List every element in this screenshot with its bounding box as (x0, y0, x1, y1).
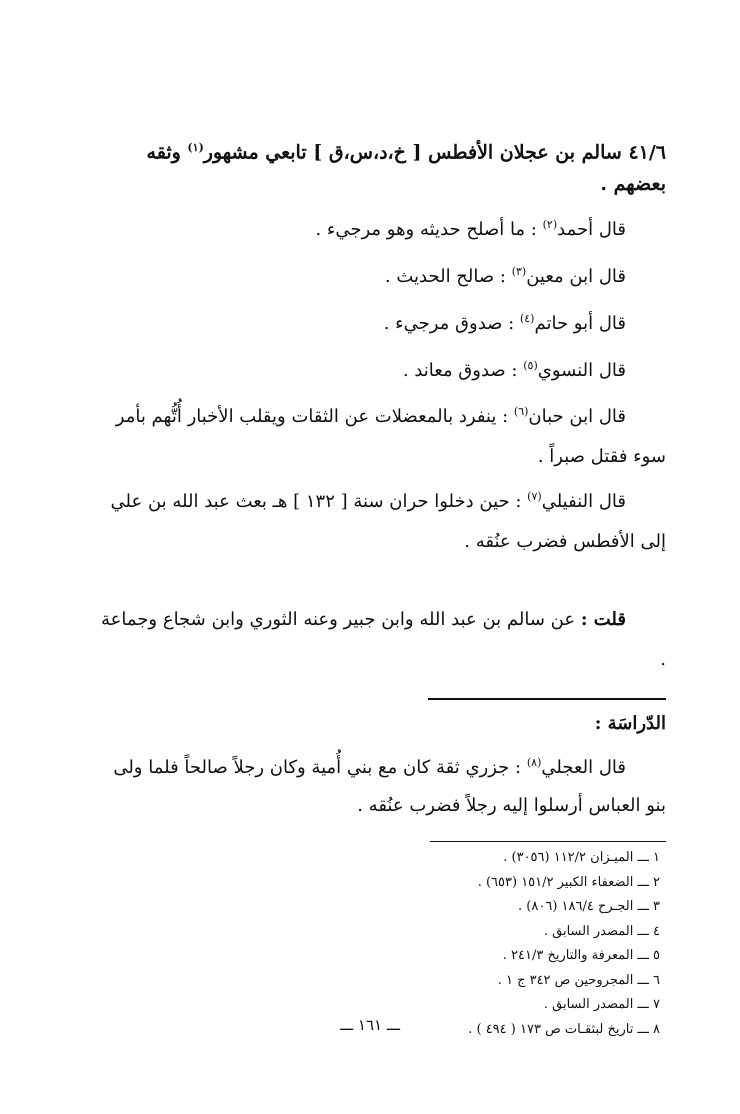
quote-speaker: قال ابن حبان (528, 406, 626, 428)
entry-number: ٤١/٦ (628, 141, 666, 164)
study-text: : جزري ثقة كان مع بني أُمية وكان رجلاً صالحاً فلما ولى بنو العباس أرسلوا إليه رجلاً فضرب عنُقه . (113, 757, 666, 817)
book-page (100, 132, 666, 1042)
quote-line (100, 251, 666, 298)
footnote-ref: (١) (187, 141, 204, 154)
quote-line (100, 204, 666, 251)
footnotes-divider (430, 841, 666, 842)
footnote-ref: (٤) (519, 312, 535, 326)
note-text: عن سالم بن عبد الله وابن جبير وعنه الثوري وابن شجاع وجماعة . (101, 609, 666, 671)
footnote-ref: (٥) (523, 359, 538, 373)
quote-line (100, 477, 666, 562)
note-label: قلت : (580, 609, 626, 631)
footnotes-list (100, 846, 666, 1042)
footnote-ref: (٨) (526, 756, 542, 770)
footnote: ٧ ـــ المصدر السابق . (543, 997, 660, 1013)
footnote-ref: (٧) (527, 490, 542, 504)
footnote: ٣ ـــ الجـرح ١٨٦/٤ (٨٠٦) . (518, 899, 660, 915)
section-divider (428, 698, 666, 700)
footnote: ٢ ـــ الضعفاء الكبير ١٥١/٢ (٦٥٣) . (477, 874, 660, 890)
quote-line (100, 298, 666, 345)
footnote-ref: (٦) (513, 405, 529, 419)
quote-text: : ينفرد بالمعضلات عن الثقات ويقلب الأخبار أُتُّهم بأمر سوء فقتل صبراً . (115, 406, 666, 468)
quote-text: : صالح الحديث . (384, 266, 506, 288)
entry-description-line2: بعضهم . (600, 173, 666, 196)
footnote: ٨ ـــ تاريخ لبثقـات ص ١٧٣ ( ٤٩٤ ) . (468, 1021, 660, 1037)
quote-line (100, 345, 666, 392)
quote-speaker: قال النسوي (537, 360, 626, 382)
quote-text: : حين دخلوا حران سنة [ ١٣٢ ] هـ بعث عبد الله بن علي إلى الأفطس فضرب عنُقه . (110, 491, 666, 553)
quote-line (100, 392, 666, 477)
page-number: ـــ ١٦١ ـــ (339, 1016, 401, 1034)
footnote: ٤ ـــ المصدر السابق . (543, 923, 660, 939)
quote-speaker: قال النفيلي (541, 491, 626, 513)
footnote-ref: (٢) (542, 218, 558, 232)
quote-text: : صدوق معاند . (402, 360, 518, 382)
author-note (100, 600, 666, 680)
entry-heading (100, 132, 666, 200)
quotes-list (100, 204, 666, 562)
footnote: ٦ ـــ المجروحين ص ٣٤٢ ج ١ . (497, 972, 660, 988)
quote-speaker: قال أحمد (557, 219, 626, 241)
study-heading: الدّراسَة : (594, 713, 666, 735)
quote-text: : ما أصلح حديثه وهو مرجيء . (315, 219, 537, 241)
quote-text: : صدوق مرجيء . (383, 313, 515, 335)
quote-speaker: قال ابن معين (526, 266, 626, 288)
footnote: ٥ ـــ المعرفة والتاريخ ٢٤١/٣ . (502, 948, 660, 964)
entry-codes: [ خ،د،س،ق ] (313, 141, 422, 164)
entry-name: سالم بن عجلان الأفطس (428, 141, 622, 164)
entry-description-tail: وثقه (146, 141, 181, 164)
study-paragraph (100, 744, 666, 825)
footnote: ١ ـــ الميـزان ١١٢/٢ (٣٠٥٦) . (503, 850, 660, 866)
quote-speaker: قال أبو حاتم (534, 313, 626, 335)
study-speaker: قال العجلي (541, 757, 626, 779)
entry-description: تابعي مشهور (203, 141, 307, 164)
footnote-ref: (٣) (511, 265, 527, 279)
